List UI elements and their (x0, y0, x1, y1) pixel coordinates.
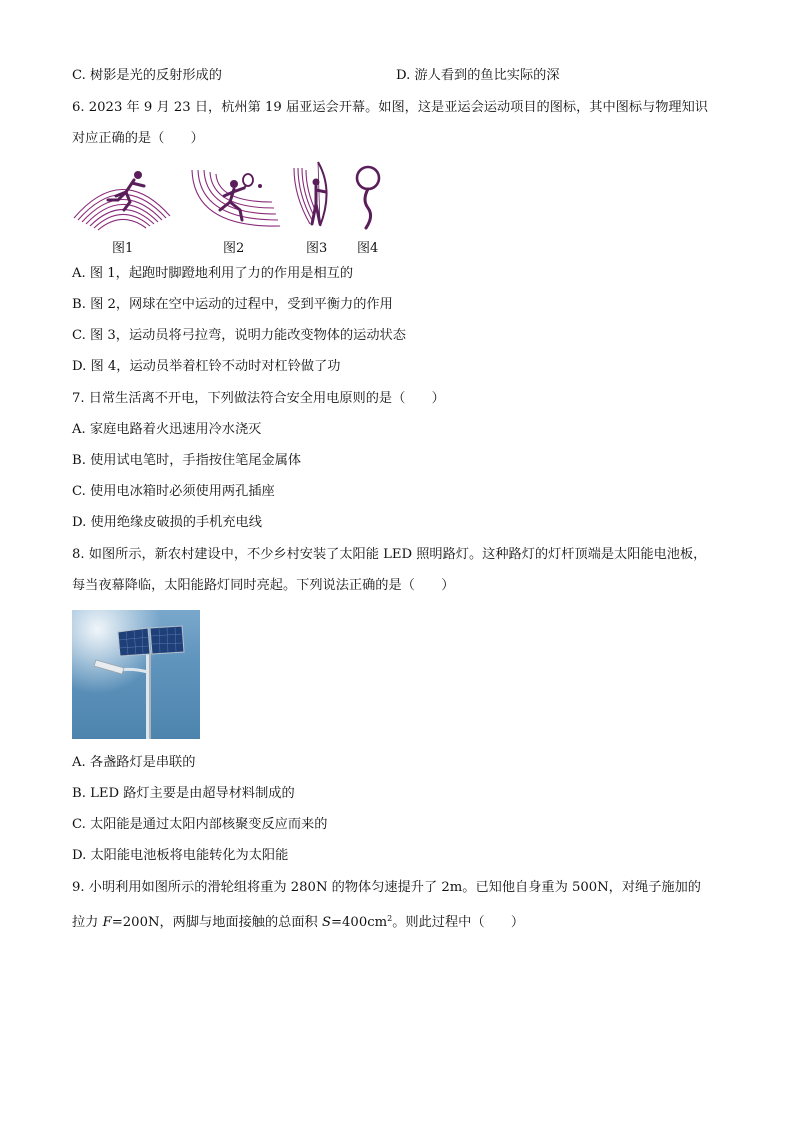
q8-option-d: D. 太阳能电池板将电能转化为太阳能 (72, 848, 289, 863)
q8-option-b: B. LED 路灯主要是由超导材料制成的 (72, 786, 295, 801)
figure-3-archer-icon (292, 160, 332, 232)
q9-text-b: =200N，两脚与地面接触的总面积 (111, 915, 322, 930)
q8-stem-line1: 8. 如图所示，新农村建设中，不少乡村安装了太阳能 LED 照明路灯。这种路灯的灯杆顶端是太阳能电池板， (72, 547, 707, 562)
q6-option-b: B. 图 2，网球在空中运动的过程中，受到平衡力的作用 (72, 297, 393, 312)
q9-text-c: =400cm (330, 915, 388, 930)
solar-street-light-photo (72, 610, 200, 739)
q7-option-d: D. 使用绝缘皮破损的手机充电线 (72, 515, 262, 530)
q6-option-d: D. 图 4，运动员举着杠铃不动时对杠铃做了功 (72, 359, 341, 374)
q7-option-b: B. 使用试电笔时，手指按住笔尾金属体 (72, 453, 302, 468)
figure-4-weightlifter-icon (350, 164, 384, 232)
q5-option-c: C. 树影是光的反射形成的 (72, 68, 222, 83)
q9-text-a: 拉力 (72, 915, 103, 930)
q8-option-a: A. 各盏路灯是串联的 (72, 755, 196, 770)
solar-street-light-illustration (72, 610, 200, 739)
q8-stem-line2: 每当夜幕降临，太阳能路灯同时亮起。下列说法正确的是（ ） (72, 578, 455, 593)
q6-stem-line2: 对应正确的是（ ） (72, 131, 204, 146)
q9-force-symbol: F (102, 915, 112, 930)
figure-3-caption: 图3 (306, 241, 328, 256)
q6-option-a: A. 图 1，起跑时脚蹬地利用了力的作用是相互的 (72, 266, 354, 281)
q9-stem-line2 (72, 909, 524, 933)
q8-option-c: C. 太阳能是通过太阳内部核聚变反应而来的 (72, 817, 328, 832)
q6-option-c: C. 图 3，运动员将弓拉弯，说明力能改变物体的运动状态 (72, 328, 406, 343)
figure-4-caption: 图4 (357, 241, 379, 256)
figure-1-runner-icon (72, 166, 172, 232)
figure-2-tennis-icon (190, 166, 282, 232)
q9-text-d: 。则此过程中（ ） (392, 915, 525, 930)
q9-stem-line1: 9. 小明利用如图所示的滑轮组将重为 280N 的物体匀速提升了 2m。已知他自身重为 500N，对绳子施加的 (72, 880, 701, 895)
q9-unit-exponent: 2 (387, 914, 393, 923)
q9-area-symbol: S (321, 915, 331, 930)
q6-stem-line1: 6. 2023 年 9 月 23 日，杭州第 19 届亚运会开幕。如图，这是亚运会运动项目的图标，其中图标与物理知识 (72, 100, 708, 115)
figure-1-caption: 图1 (112, 241, 134, 256)
q7-stem: 7. 日常生活离不开电，下列做法符合安全用电原则的是（ ） (72, 391, 445, 406)
q5-option-d: D. 游人看到的鱼比实际的深 (396, 68, 560, 83)
q7-option-a: A. 家庭电路着火迅速用冷水浇灭 (72, 422, 262, 437)
figure-2-caption: 图2 (223, 241, 245, 256)
q7-option-c: C. 使用电冰箱时必须使用两孔插座 (72, 484, 275, 499)
